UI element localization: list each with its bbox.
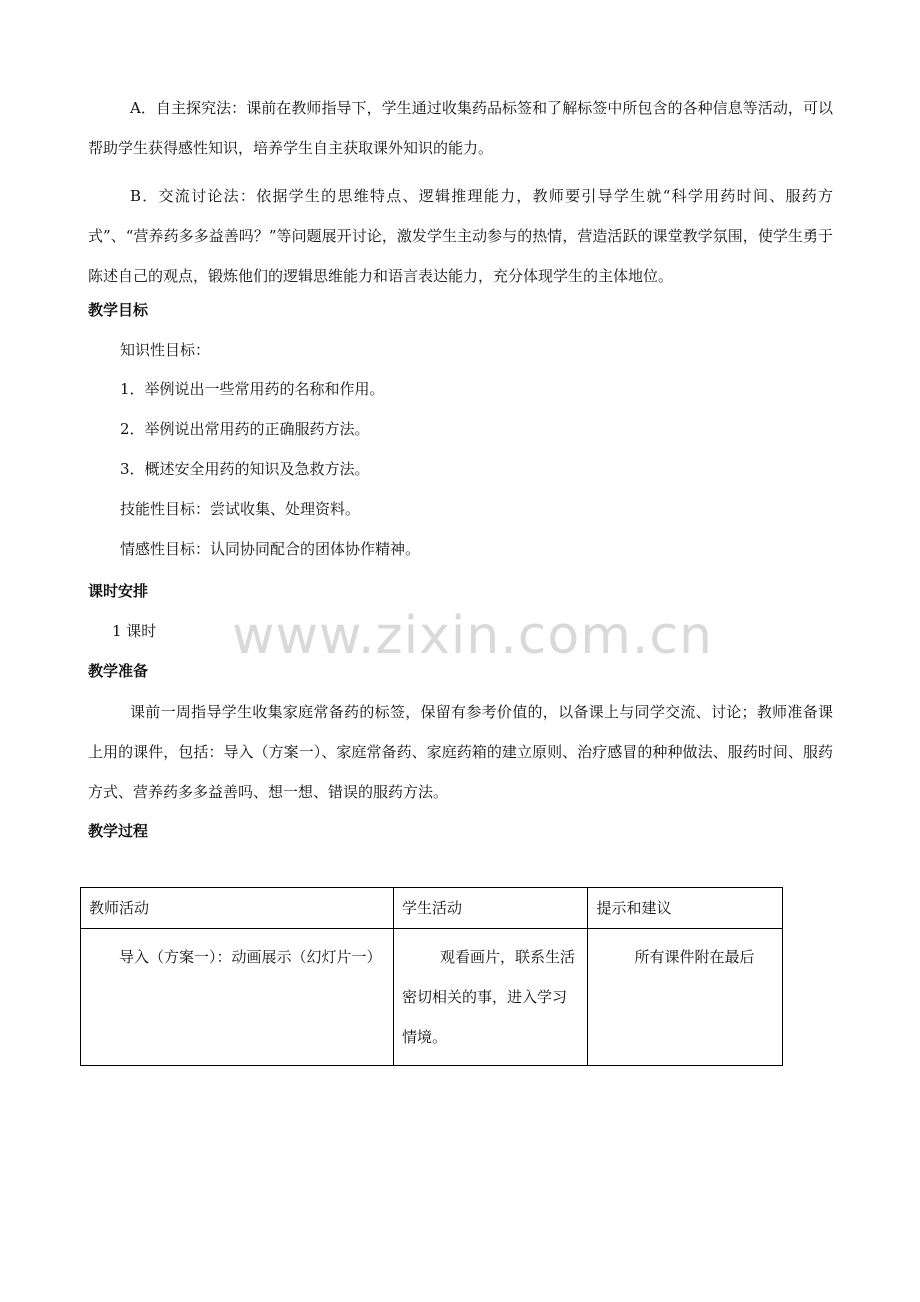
column-header-tips: 提示和建议 xyxy=(588,888,783,929)
column-header-teacher: 教师活动 xyxy=(81,888,394,929)
schedule-heading: 课时安排 xyxy=(88,582,149,600)
watermark: www.zixin.com.cn xyxy=(232,606,713,666)
tips-cell: 所有课件附在最后 xyxy=(588,929,783,1066)
method-b-paragraph: B．交流讨论法：依据学生的思维特点、逻辑推理能力，教师要引导学生就“科学用药时间、服药方式”、“营养药多多益善吗？”等问题展开讨论，激发学生主动参与的热情，营造活跃的课堂教学氛围，使学生勇于陈述自己的观点，锻炼他们的逻辑思维能力和语言表达能力，充分体现学生的主体地位。 xyxy=(88,187,833,285)
student-activity-cell: 观看画片，联系生活密切相关的事，进入学习情境。 xyxy=(393,929,588,1066)
table-row xyxy=(81,929,783,1066)
goal-item: 3．概述安全用药的知识及急救方法。 xyxy=(120,460,370,478)
goal-item: 2．举例说出常用药的正确服药方法。 xyxy=(120,420,370,438)
table-header-row xyxy=(81,888,783,929)
preparation-heading: 教学准备 xyxy=(88,662,149,680)
emotion-goal: 情感性目标：认同协同配合的团体协作精神。 xyxy=(120,540,421,558)
process-heading: 教学过程 xyxy=(88,822,149,840)
goal-item: 1．举例说出一些常用药的名称和作用。 xyxy=(120,380,385,398)
column-header-student: 学生活动 xyxy=(393,888,588,929)
knowledge-goal-label: 知识性目标： xyxy=(120,341,211,359)
teacher-activity-cell: 导入（方案一）：动画展示（幻灯片一） xyxy=(81,929,394,1066)
goals-heading: 教学目标 xyxy=(88,301,149,319)
preparation-paragraph: 课前一周指导学生收集家庭常备药的标签，保留有参考价值的，以备课上与同学交流、讨论；教师准备课上用的课件，包括：导入（方案一）、家庭常备药、家庭药箱的建立原则、治疗感冒的种种做法、服药时间、服药方式、营养药多多益善吗、想一想、错误的服药方法。 xyxy=(88,703,833,801)
schedule-value: 1 课时 xyxy=(112,622,157,640)
method-a-paragraph: A．自主探究法：课前在教师指导下，学生通过收集药品标签和了解标签中所包含的各种信息等活动，可以帮助学生获得感性知识，培养学生自主获取课外知识的能力。 xyxy=(88,99,833,157)
skill-goal: 技能性目标：尝试收集、处理资料。 xyxy=(120,500,361,518)
process-table xyxy=(80,887,783,1066)
